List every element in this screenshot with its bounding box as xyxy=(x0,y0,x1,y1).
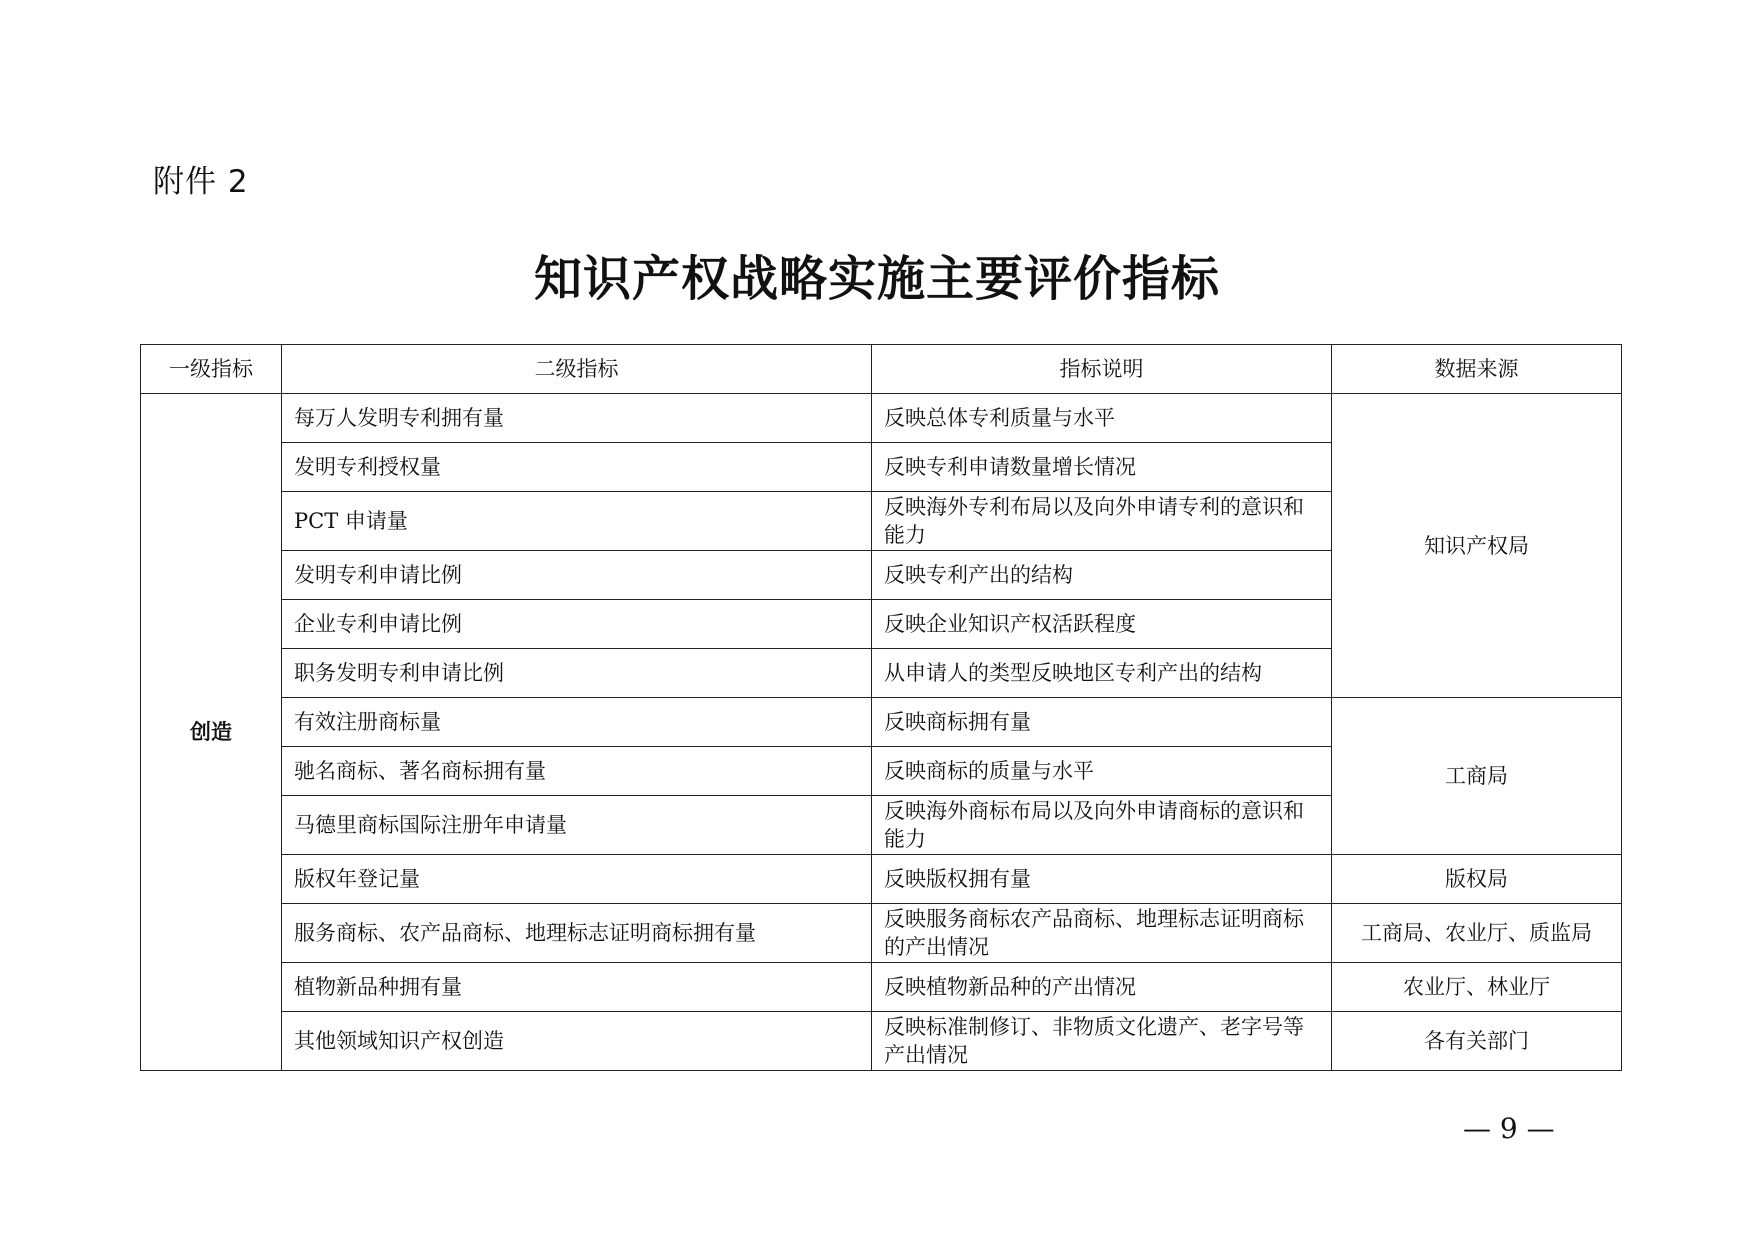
indicator-cell: 植物新品种拥有量 xyxy=(282,963,872,1012)
source-cell: 版权局 xyxy=(1332,855,1622,904)
description-cell: 反映专利产出的结构 xyxy=(872,551,1332,600)
description-cell: 从申请人的类型反映地区专利产出的结构 xyxy=(872,649,1332,698)
indicator-cell: 发明专利授权量 xyxy=(282,443,872,492)
indicator-cell: 每万人发明专利拥有量 xyxy=(282,394,872,443)
source-cell: 农业厅、林业厅 xyxy=(1332,963,1622,1012)
table-row xyxy=(141,904,1622,963)
table-header-row xyxy=(141,345,1622,394)
table-row xyxy=(141,698,1622,747)
source-cell: 工商局、农业厅、质监局 xyxy=(1332,904,1622,963)
description-cell: 反映专利申请数量增长情况 xyxy=(872,443,1332,492)
description-cell: 反映商标的质量与水平 xyxy=(872,747,1332,796)
description-cell: 反映海外商标布局以及向外申请商标的意识和能力 xyxy=(872,796,1332,855)
page-number: — 9 — xyxy=(1463,1112,1555,1145)
column-header-source: 数据来源 xyxy=(1332,345,1622,394)
column-header-level2: 二级指标 xyxy=(282,345,872,394)
table-row xyxy=(141,963,1622,1012)
description-cell: 反映总体专利质量与水平 xyxy=(872,394,1332,443)
indicator-cell: PCT 申请量 xyxy=(282,492,872,551)
indicator-cell: 服务商标、农产品商标、地理标志证明商标拥有量 xyxy=(282,904,872,963)
column-header-description: 指标说明 xyxy=(872,345,1332,394)
table-row xyxy=(141,394,1622,443)
indicator-cell: 职务发明专利申请比例 xyxy=(282,649,872,698)
indicator-cell: 企业专利申请比例 xyxy=(282,600,872,649)
table-row xyxy=(141,855,1622,904)
description-cell: 反映版权拥有量 xyxy=(872,855,1332,904)
level1-indicator-cell: 创造 xyxy=(141,394,282,1071)
indicator-cell: 有效注册商标量 xyxy=(282,698,872,747)
column-header-level1: 一级指标 xyxy=(141,345,282,394)
indicator-table xyxy=(140,344,1622,1071)
attachment-label: 附件 2 xyxy=(153,164,249,200)
description-cell: 反映服务商标农产品商标、地理标志证明商标的产出情况 xyxy=(872,904,1332,963)
description-cell: 反映标准制修订、非物质文化遗产、老字号等产出情况 xyxy=(872,1012,1332,1071)
indicator-cell: 其他领域知识产权创造 xyxy=(282,1012,872,1071)
table-row xyxy=(141,1012,1622,1071)
source-cell: 各有关部门 xyxy=(1332,1012,1622,1071)
source-cell: 工商局 xyxy=(1332,698,1622,855)
description-cell: 反映企业知识产权活跃程度 xyxy=(872,600,1332,649)
indicator-cell: 发明专利申请比例 xyxy=(282,551,872,600)
description-cell: 反映海外专利布局以及向外申请专利的意识和能力 xyxy=(872,492,1332,551)
description-cell: 反映植物新品种的产出情况 xyxy=(872,963,1332,1012)
description-cell: 反映商标拥有量 xyxy=(872,698,1332,747)
indicator-cell: 版权年登记量 xyxy=(282,855,872,904)
indicator-cell: 驰名商标、著名商标拥有量 xyxy=(282,747,872,796)
source-cell: 知识产权局 xyxy=(1332,394,1622,698)
indicator-cell: 马德里商标国际注册年申请量 xyxy=(282,796,872,855)
document-title: 知识产权战略实施主要评价指标 xyxy=(533,251,1220,307)
